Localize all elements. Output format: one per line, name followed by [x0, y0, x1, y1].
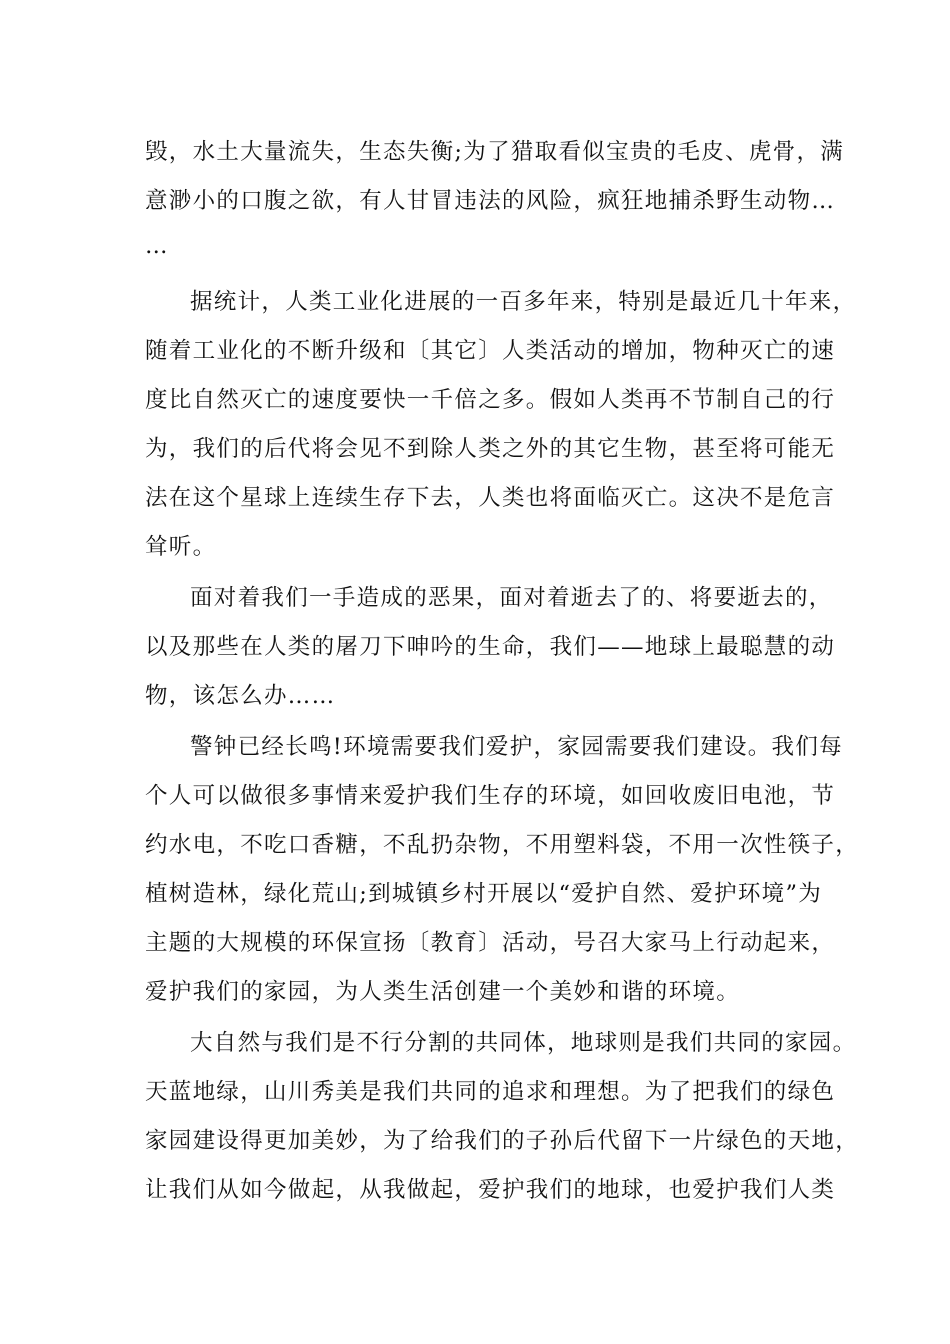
text-line: 意渺小的口腹之欲，有人甘冒违法的风险，疯狂地捕杀野生动物…	[145, 188, 836, 214]
text-line: 爱护我们的家园，为人类生活创建一个美妙和谐的环境。	[145, 979, 741, 1005]
paragraph-first-line: 面对着我们一手造成的恶果，面对着逝去了的、将要逝去的，	[190, 585, 833, 611]
text-line: 度比自然灭亡的速度要快一千倍之多。假如人类再不节制自己的行	[145, 387, 836, 413]
text-line: 约水电，不吃口香糖，不乱扔杂物，不用塑料袋，不用一次性筷子，	[145, 832, 860, 858]
paragraph-first-line: 据统计，人类工业化进展的一百多年来，特别是最近几十年来，	[190, 289, 857, 315]
text-line: 让我们从如今做起，从我做起，爱护我们的地球，也爱护我们人类	[145, 1177, 836, 1203]
text-line: 个人可以做很多事情来爱护我们生存的环境，如回收废旧电池，节	[145, 783, 836, 809]
paragraph-first-line: 警钟已经长鸣!环境需要我们爱护，家园需要我们建设。我们每	[190, 734, 843, 760]
text-line: 法在这个星球上连续生存下去，人类也将面临灭亡。这决不是危言	[145, 485, 836, 511]
text-line: …	[145, 233, 169, 259]
text-line: 植树造林，绿化荒山;到城镇乡村开展以“爱护自然、爱护环境”为	[145, 881, 823, 907]
text-line: 以及那些在人类的屠刀下呻吟的生命，我们——地球上最聪慧的动	[145, 634, 836, 660]
text-line: 主题的大规模的环保宣扬〔教育〕活动，号召大家马上行动起来，	[145, 930, 836, 956]
text-line: 为，我们的后代将会见不到除人类之外的其它生物，甚至将可能无	[145, 436, 836, 462]
text-line: 物，该怎么办……	[145, 683, 336, 709]
text-line: 随着工业化的不断升级和〔其它〕人类活动的增加，物种灭亡的速	[145, 338, 836, 364]
text-line: 天蓝地绿，山川秀美是我们共同的追求和理想。为了把我们的绿色	[145, 1079, 836, 1105]
paragraph-first-line: 大自然与我们是不行分割的共同体，地球则是我们共同的家园。	[190, 1030, 857, 1056]
text-line: 家园建设得更加美妙，为了给我们的子孙后代留下一片绿色的天地，	[145, 1128, 860, 1154]
text-line: 毁，水土大量流失，生态失衡;为了猎取看似宝贵的毛皮、虎骨，满	[145, 139, 845, 165]
text-line: 耸听。	[145, 534, 217, 560]
